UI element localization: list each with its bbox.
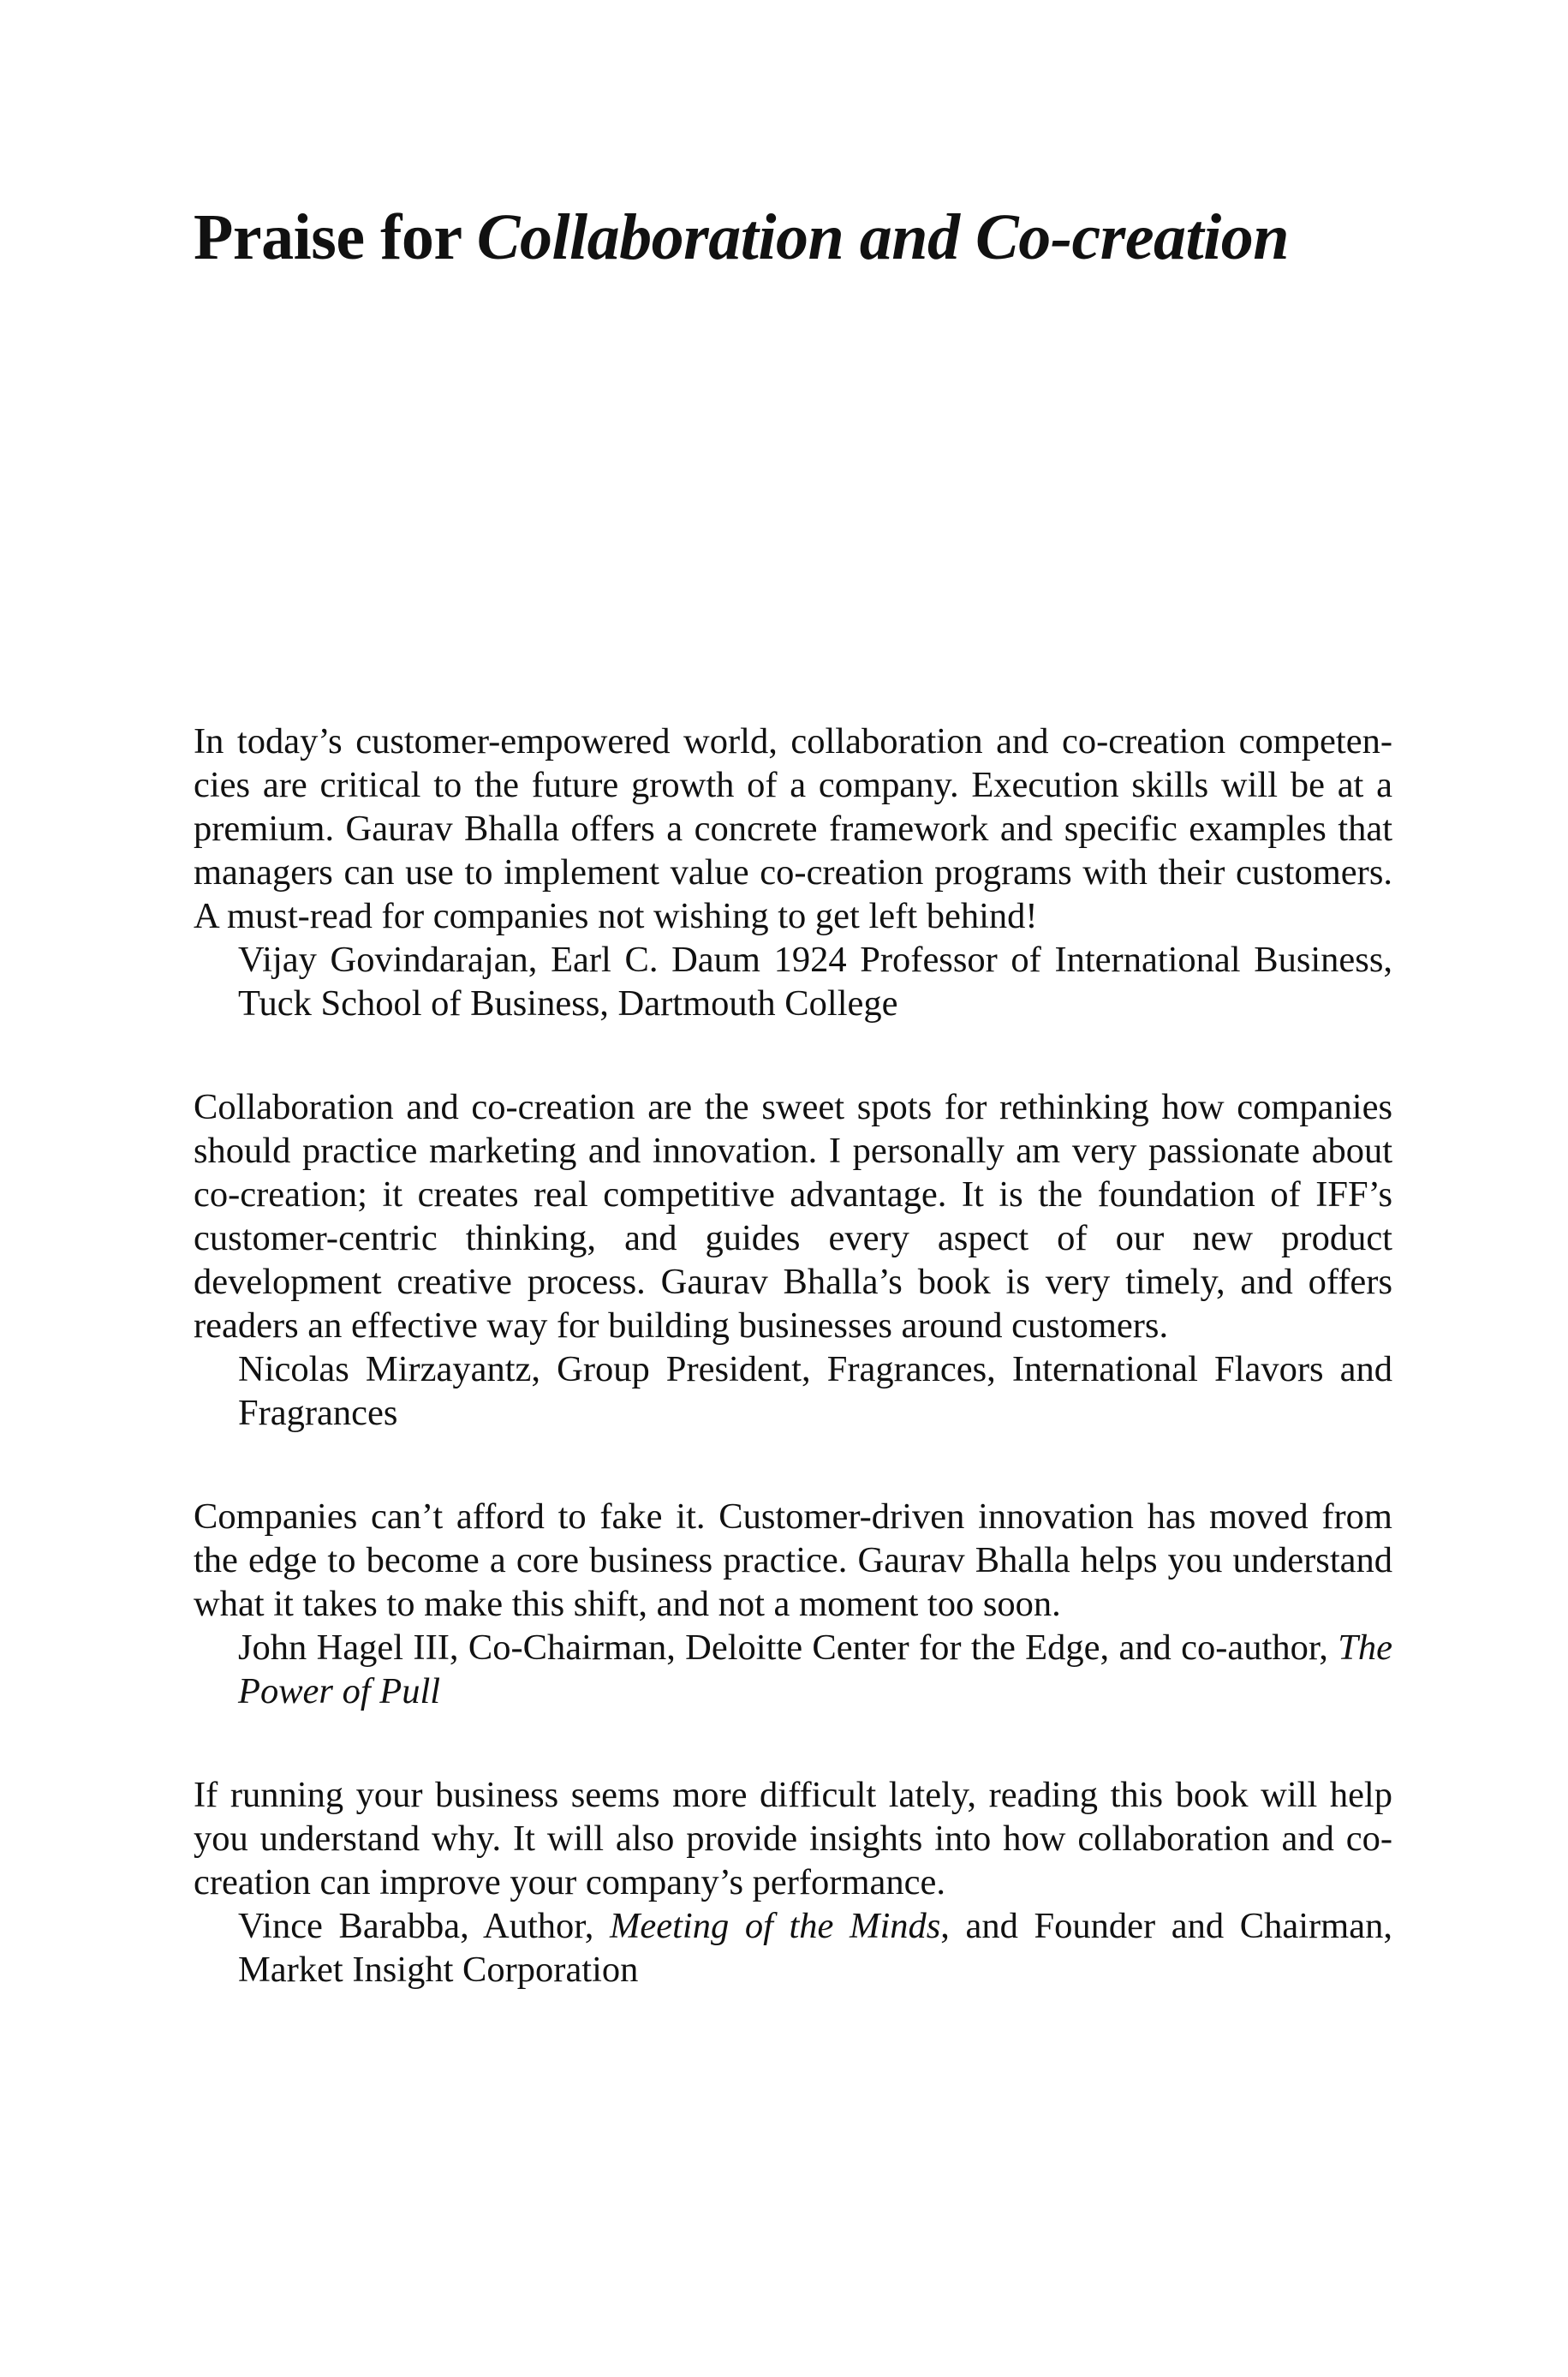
attribution-text: John Hagel III, Co-Chairman, Deloitte Center for the Edge, and co-author, (238, 1627, 1338, 1668)
praise-quote: Collaboration and co-creation are the sweet spots for rethinking how companies should practice marketing and innovation. I personally am very passionate about co-creation; it creates real competitive advantage. It is the foundation of IFF’s customer-centric thinking, and guides every aspect of our new product development creative process. Gaurav Bhalla’s book is very timely, and offers readers an effective way for building businesses around customers. (194, 1087, 1392, 1346)
title-book-name: Collaboration and Co-creation (476, 201, 1290, 273)
attribution-book-title: The Power of Pull (238, 1627, 1392, 1711)
attribution-book-title: Meeting of the Minds (609, 1906, 941, 1946)
praise-entry (194, 1085, 1392, 1435)
page-title (194, 199, 1289, 276)
praise-quote: If running your business seems more difficult lately, reading this book will help you understand why. It will also provide insights into how collaboration and co-creation can improve your company’s performance. (194, 1775, 1392, 1902)
praise-entry (194, 1773, 1392, 1992)
praise-attribution: Vijay Govindarajan, Earl C. Daum 1924 Professor of International Business, Tuck School of Business, Dartmouth College (238, 940, 1392, 1024)
praise-entry (194, 720, 1392, 1025)
title-prefix: Praise for (194, 201, 477, 273)
praise-quote: Companies can’t afford to fake it. Customer-driven innovation has moved from the edge to become a core business practice. Gaurav Bhalla helps you understand what it takes to make this shift, and not a moment too soon. (194, 1496, 1392, 1624)
praise-attribution: Nicolas Mirzayantz, Group President, Fragrances, International Flavors and Fragrances (238, 1349, 1392, 1433)
praise-attribution (238, 1626, 1392, 1713)
praise-entry (194, 1495, 1392, 1713)
attribution-text: Vince Barabba, Author, (238, 1906, 610, 1946)
praise-list (194, 720, 1392, 2052)
praise-quote: In today’s customer-empowered world, collaboration and co-creation competencies are critical to the future growth of a company. Execution skills will be at a premium. Gaurav Bhalla offers a concrete framework and specific examples that managers can use to implement value co-creation programs with their customers. A must-read for companies not wishing to get left behind! (194, 721, 1392, 936)
attribution-text-continued: , and Founder and Chairman, Market Insight Corporation (238, 1906, 1392, 1990)
praise-attribution (238, 1904, 1392, 1992)
